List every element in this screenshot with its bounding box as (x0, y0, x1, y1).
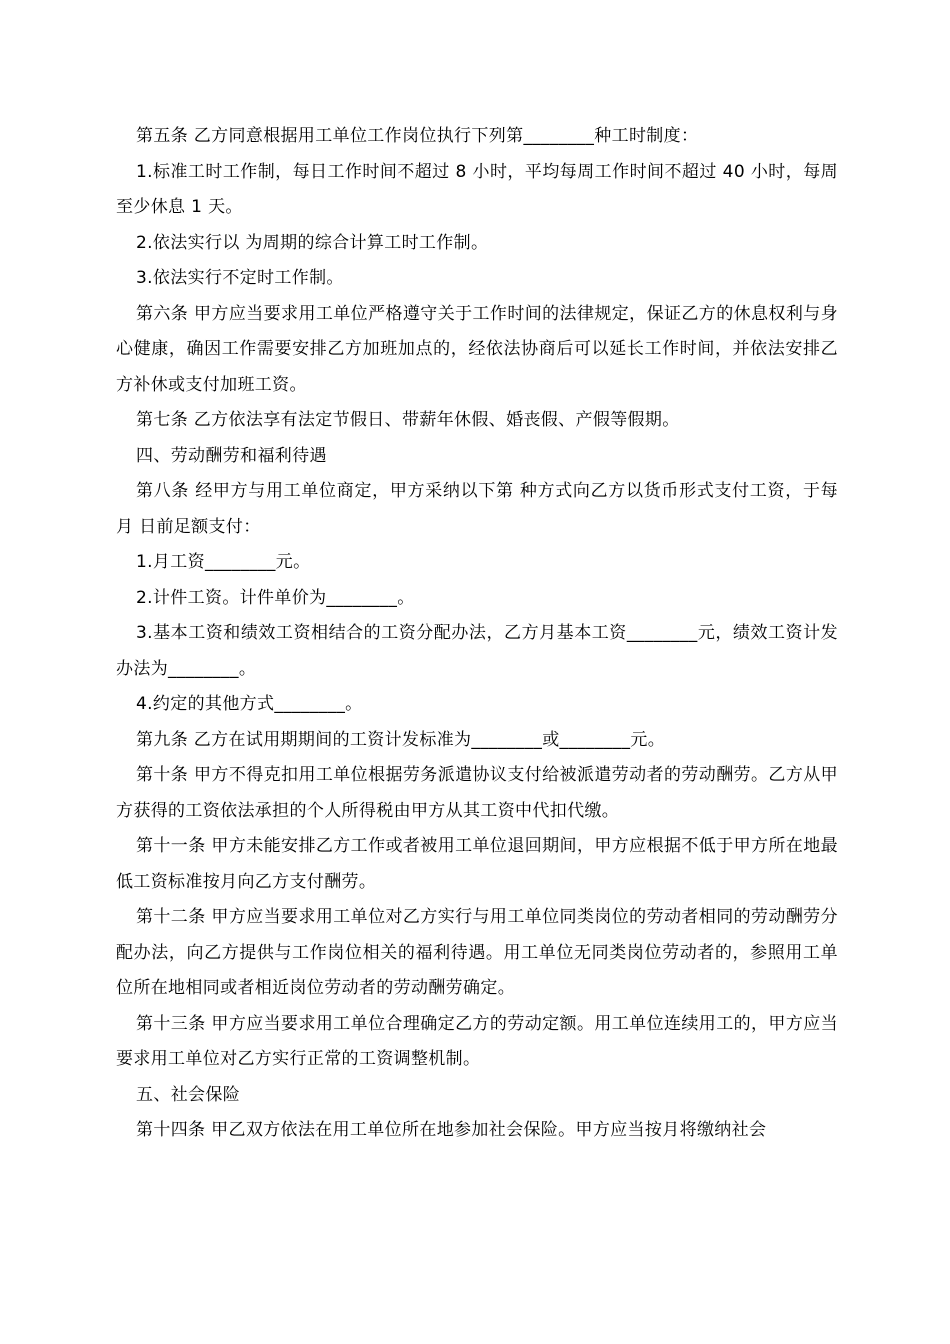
standard-hours-item: 1.标准工时工作制，每日工作时间不超过 8 小时，平均每周工作时间不超过 40 小时，每周至少休息 1 天。 (116, 161, 838, 217)
article-7-paragraph: 第七条 乙方依法享有法定节假日、带薪年休假、婚丧假、产假等假期。 (136, 410, 680, 430)
article-13-paragraph: 第十三条 甲方应当要求用工单位合理确定乙方的劳动定额。用工单位连续用工的，甲方应当要求用工单位对乙方实行正常的工资调整机制。 (116, 1013, 838, 1069)
document-body (116, 119, 838, 1149)
article-5-paragraph: 第五条 乙方同意根据用工单位工作岗位执行下列第________种工时制度： (136, 126, 699, 146)
article-12-paragraph: 第十二条 甲方应当要求用工单位对乙方实行与用工单位同类岗位的劳动者相同的劳动酬劳分配办法，向乙方提供与工作岗位相关的福利待遇。用工单位无同类岗位劳动者的，参照用工单位所在地相同或者相近岗位劳动者的劳动酬劳确定。 (116, 907, 838, 998)
article-6-paragraph: 第六条 甲方应当要求用工单位严格遵守关于工作时间的法律规定，保证乙方的休息权利与身心健康，确因工作需要安排乙方加班加点的，经依法协商后可以延长工作时间，并依法安排乙方补休或支付加班工资。 (116, 303, 838, 395)
base-performance-wage-item: 3.基本工资和绩效工资相结合的工资分配办法，乙方月基本工资________元，绩效工资计发办法为________。 (116, 623, 838, 679)
comprehensive-hours-item: 2.依法实行以 为周期的综合计算工时工作制。 (136, 232, 489, 253)
flexible-hours-item: 3.依法实行不定时工作制。 (136, 268, 344, 288)
piece-rate-item: 2.计件工资。计件单价为________。 (136, 587, 415, 608)
section-5-heading: 五、社会保险 (136, 1084, 241, 1105)
article-8-paragraph: 第八条 经甲方与用工单位商定，甲方采纳以下第 种方式向乙方以货币形式支付工资，于每月 日前足额支付： (116, 481, 838, 537)
article-10-paragraph: 第十条 甲方不得克扣用工单位根据劳务派遣协议支付给被派遣劳动者的劳动酬劳。乙方从甲方获得的工资依法承担的个人所得税由甲方从其工资中代扣代缴。 (116, 765, 838, 821)
monthly-wage-item: 1.月工资________元。 (136, 552, 311, 572)
other-method-item: 4.约定的其他方式________。 (136, 694, 363, 714)
section-4-heading: 四、劳动酬劳和福利待遇 (136, 445, 327, 466)
article-9-paragraph: 第九条 乙方在试用期期间的工资计发标准为________或________元。 (136, 729, 666, 750)
article-14-paragraph: 第十四条 甲乙双方依法在用工单位所在地参加社会保险。甲方应当按月将缴纳社会 (136, 1120, 767, 1140)
article-11-paragraph: 第十一条 甲方未能安排乙方工作或者被用工单位退回期间，甲方应根据不低于甲方所在地最低工资标准按月向乙方支付酬劳。 (116, 836, 838, 892)
